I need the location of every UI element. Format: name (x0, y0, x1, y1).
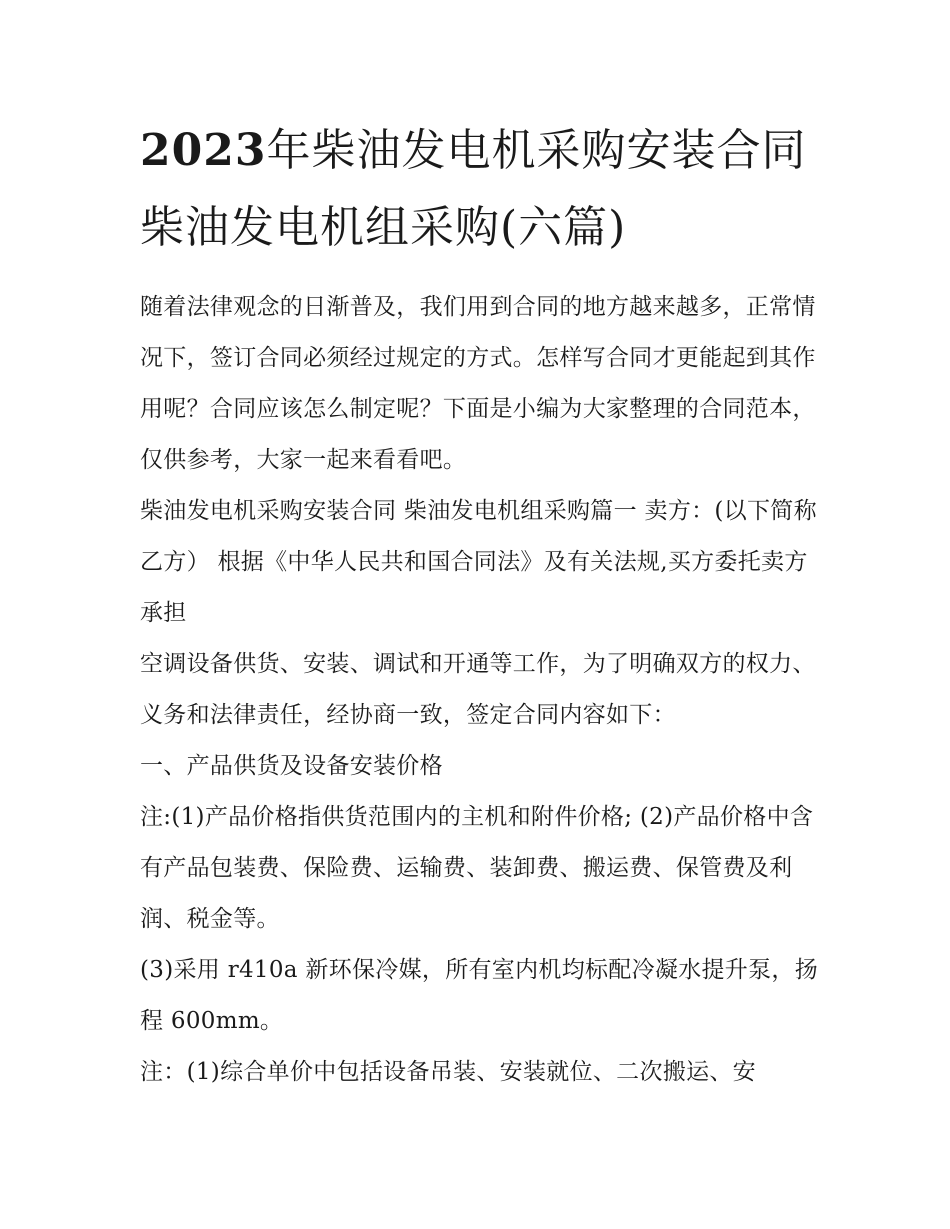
section-heading-pricing: 一、产品供货及设备安装价格 (140, 753, 443, 779)
paragraph-intro: 随着法律观念的日渐普及，我们用到合同的地方越来越多，正常情况下，签订合同必须经过规定的方式。怎样写合同才更能起到其作用呢？合同应该怎么制定呢？下面是小编为大家整理的合同范本，仅供参考，大家一起来看看吧。 (140, 294, 816, 473)
title-year: 2023 (140, 125, 267, 176)
paragraph-refrigerant: (3)采用 r410a 新环保冷媒，所有室内机均标配冷凝水提升泵，扬程 600mm。 (140, 957, 819, 1034)
paragraph-contract-parties: 柴油发电机采购安装合同 柴油发电机组采购篇一 卖方：(以下简称乙方） 根据《中华人民共和国合同法》及有关法规,买方委托卖方承担 (140, 498, 817, 626)
paragraph-unit-price-note: 注：(1)综合单价中包括设备吊装、安装就位、二次搬运、安 (140, 1059, 756, 1085)
document-title (140, 112, 820, 266)
document-page (140, 112, 820, 1098)
paragraph-scope: 空调设备供货、安装、调试和开通等工作，为了明确双方的权力、义务和法律责任，经协商一致，签定合同内容如下： (140, 651, 816, 728)
title-spacer (140, 266, 820, 282)
title-text: 年柴油发电机采购安装合同 柴油发电机组采购(六篇) (140, 125, 807, 253)
paragraph-price-note: 注:(1)产品价格指供货范围内的主机和附件价格; (2)产品价格中含有产品包装费、保险费、运输费、装卸费、搬运费、保管费及利润、税金等。 (140, 804, 814, 932)
